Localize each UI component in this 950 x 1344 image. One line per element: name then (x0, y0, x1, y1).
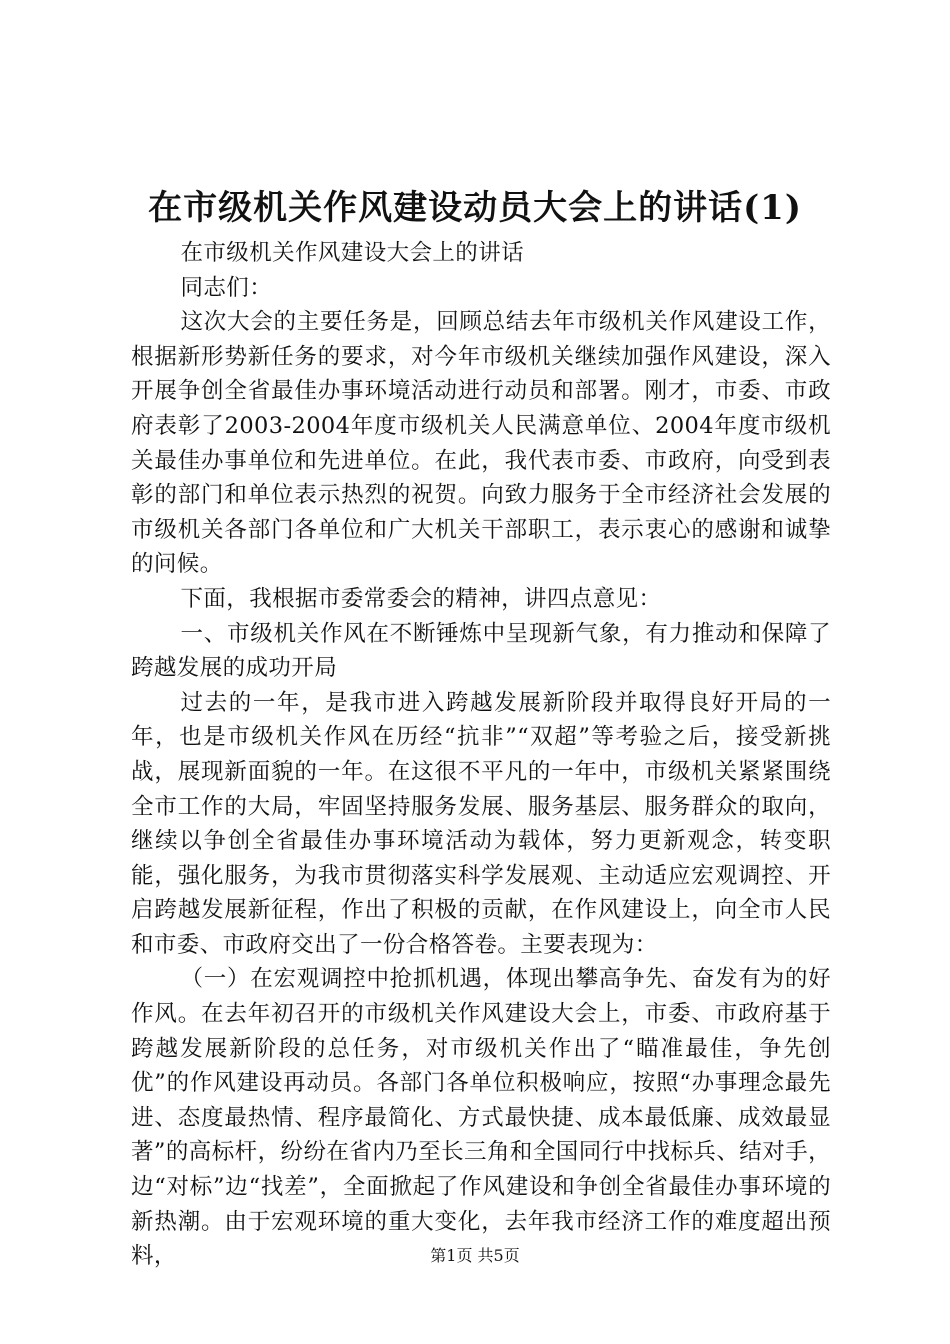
document-title: 在市级机关作风建设动员大会上的讲话(1) (148, 188, 802, 228)
speech-subtitle: 在市级机关作风建设大会上的讲话 (180, 240, 525, 266)
section-heading: 一、市级机关作风在不断锤炼中呈现新气象，有力推动和保障了跨越发展的成功开局 (131, 620, 831, 682)
paragraph: 这次大会的主要任务是，回顾总结去年市级机关作风建设工作，根据新形势新任务的要求，对今年市级机关继续加强作风建设，深入开展争创全省最佳办事环境活动进行动员和部署。刚才，市委、市政府表彰了2003-2004年度市级机关人民满意单位、2004年度市级机关最佳办事单位和先进单位。在此，我代表市委、市政府，向受到表彰的部门和单位表示热烈的祝贺。向致力服务于全市经济社会发展的市级机关各部门各单位和广大机关干部职工，表示衷心的感谢和诚挚的问候。 (131, 309, 831, 578)
page-footer: 第1页 共5页 (430, 1246, 520, 1265)
document-body (131, 236, 831, 1274)
paragraph: （一）在宏观调控中抢抓机遇，体现出攀高争先、奋发有为的好作风。在去年初召开的市级机关作风建设大会上，市委、市政府基于跨越发展新阶段的总任务，对市级机关作出了“瞄准最佳，争先创优”的作风建设再动员。各部门各单位积极响应，按照“办事理念最先进、态度最热情、程序最简化、方式最快捷、成本最低廉、成效最显著”的高标杆，纷纷在省内乃至长三角和全国同行中找标兵、结对手，边“对标”边“找差”，全面掀起了作风建设和争创全省最佳办事环境的新热潮。由于宏观环境的重大变化，去年我市经济工作的难度超出预料， (131, 966, 831, 1270)
paragraph: 过去的一年，是我市进入跨越发展新阶段并取得良好开局的一年，也是市级机关作风在历经“抗非”“双超”等考验之后，接受新挑战，展现新面貌的一年。在这很不平凡的一年中，市级机关紧紧围绕全市工作的大局，牢固坚持服务发展、服务基层、服务群众的取向，继续以争创全省最佳办事环境活动为载体，努力更新观念，转变职能，强化服务，为我市贯彻落实科学发展观、主动适应宏观调控、开启跨越发展新征程，作出了积极的贡献，在作风建设上，向全市人民和市委、市政府交出了一份合格答卷。主要表现为： (131, 689, 831, 958)
paragraph: 下面，我根据市委常委会的精神，讲四点意见： (180, 585, 662, 612)
salutation: 同志们： (180, 274, 273, 301)
